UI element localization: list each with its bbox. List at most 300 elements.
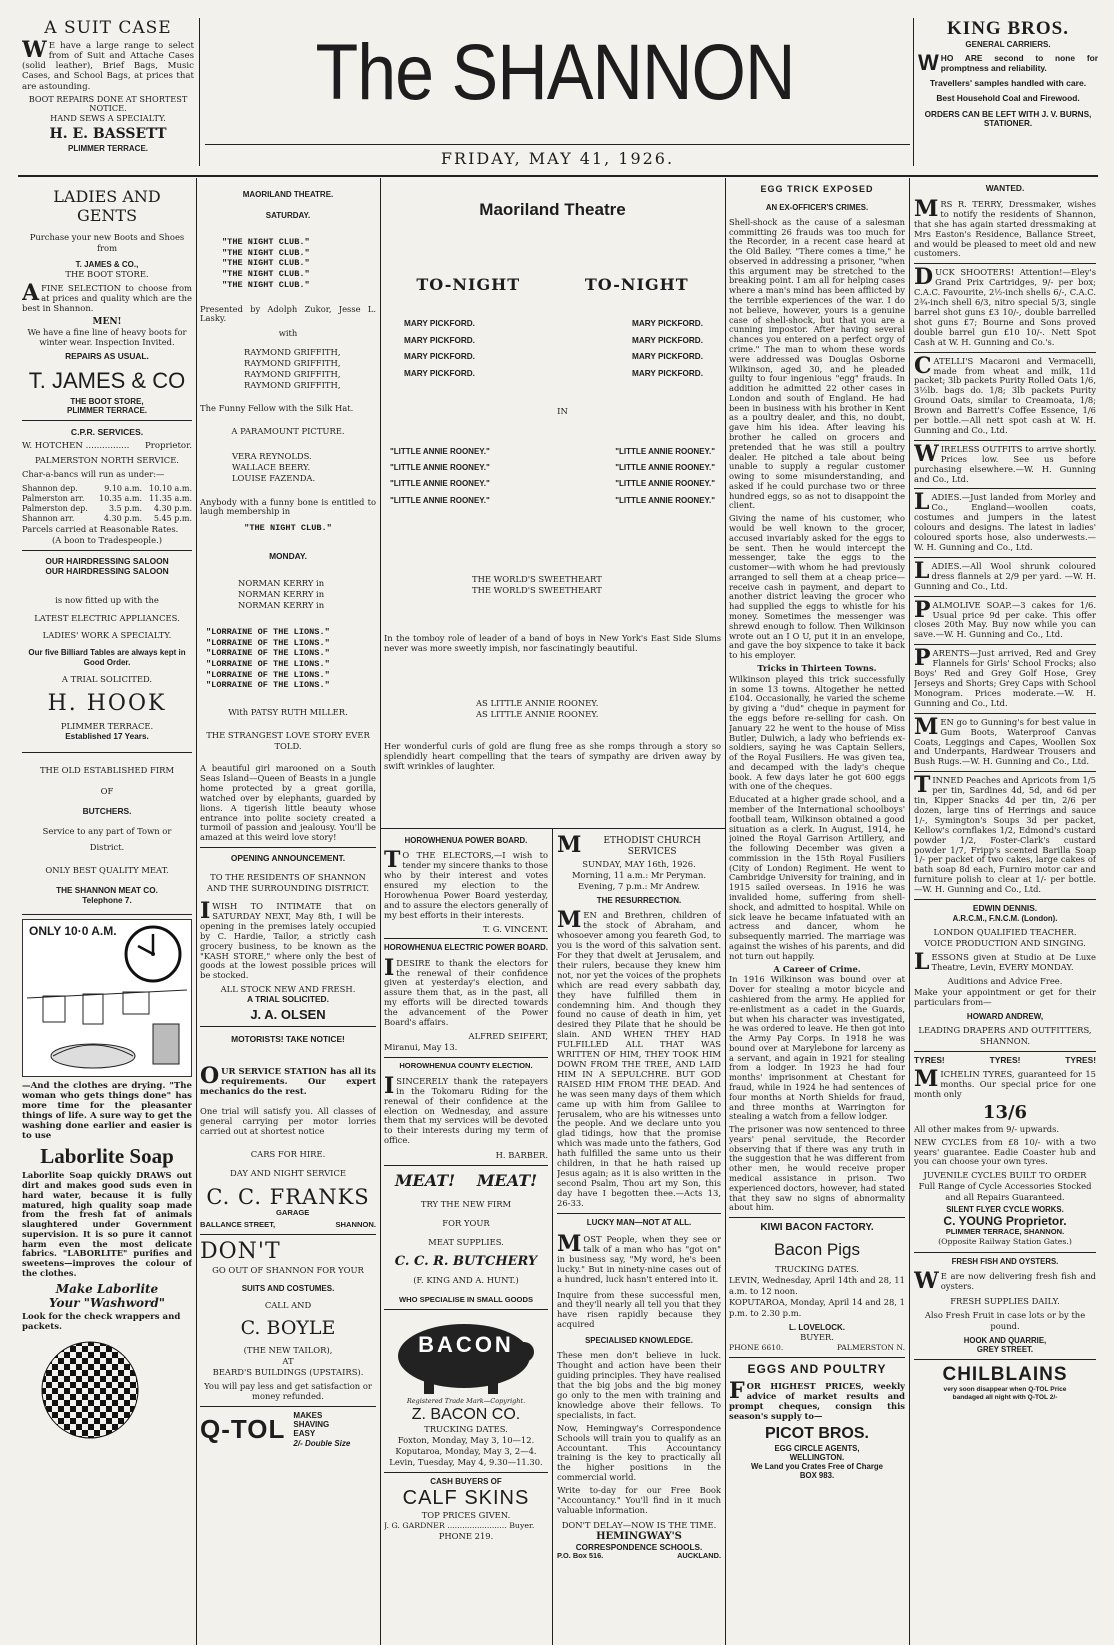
ccr-name: C. C. R. BUTCHERY: [394, 1253, 538, 1269]
qtol-price: 2/- Double Size: [293, 1438, 351, 1448]
kerry-list: [238, 578, 376, 611]
howard-drapers: LEADING DRAPERS AND OUTFITTERS,: [918, 1025, 1092, 1036]
hemingway-box: P.O. Box 516.: [557, 1551, 604, 1561]
kiwi-palmerston: PALMERSTON N.: [836, 1342, 905, 1352]
right-ear-advert: [918, 18, 1098, 168]
ear-name: H. E. BASSETT: [49, 125, 167, 142]
cpr-parcels: Parcels carried at Reasonable Rates.: [22, 523, 179, 534]
kiwi-koputaroa: KOPUTAROA, Monday, April 14 and 28, 1 p.m. to 2.30 p.m.: [729, 1296, 905, 1318]
hair-line-1: is now fitted up with the: [55, 594, 159, 605]
bacon-co: Z. BACON CO.: [411, 1405, 521, 1423]
nightclub-list: [222, 237, 376, 291]
clock-icon: [123, 924, 183, 984]
qtol-copy: [293, 1411, 350, 1449]
howard-name: HOWARD ANDREW,: [966, 1011, 1044, 1021]
hair-title-2: OUR HAIRDRESSING SALOON: [45, 565, 169, 576]
kerry-line: NORMAN KERRY in: [238, 578, 325, 589]
qtol-logo: Q-TOL: [200, 1414, 286, 1445]
girl-text: A beautiful girl marooned on a South Seas Island—Queen of Beasts in a jungle home protected by a great gorilla, watched over by elephants, guarded by lions. A tigerish little beauty whose entrance into polite society created a turmoil of passion and jealousy. You'll be amazed at this weird love story!: [200, 762, 376, 843]
resurrection-title: THE RESURRECTION.: [596, 895, 682, 905]
egg-para-3: Wilkinson played this trick successfully in some 13 towns. Altogether he netted £104. Occasionally, he varied the scheme by giving a "dud" cheque in payment for the eggs before re-selling for cash. On January 22 he went to the house of Miss Butler, Dulwich, a lady who befriends ex-soldiers, saying he was Captain Sellers, of the Royal Fusiliers. He was given tea, and decamped with the lady's cheque book. A few days later he got 600 eggs with one of the cheques.: [729, 673, 905, 792]
kiwi-buyer: BUYER.: [800, 1332, 834, 1343]
laundry-scene-icon: [23, 984, 191, 1076]
cpr-chars: Char-a-bancs will run as under:—: [22, 469, 165, 480]
young-opposite: (Opposite Railway Station Gates.): [938, 1237, 1072, 1247]
lorraine-line: "LORRAINE OF THE LIONS.": [206, 648, 330, 659]
howard-town: SHANNON.: [979, 1035, 1031, 1046]
cpr-cell: Palmerston arr.: [22, 493, 85, 503]
rooney-line: "LITTLE ANNIE ROONEY.": [390, 462, 490, 472]
pickford-line: MARY PICKFORD.: [632, 352, 703, 362]
cpr-cell: 5.45 p.m.: [153, 513, 192, 523]
cpr-row: [22, 514, 192, 524]
cpr-prop-name: W. HOTCHEN ................: [22, 440, 130, 451]
night-club-line: "THE NIGHT CLUB.": [222, 279, 310, 290]
sweetheart-2: THE WORLD'S SWEETHEART: [472, 585, 602, 596]
kiwi-phone: PHONE 6610.: [729, 1342, 784, 1352]
ladies-men-body: We have a fine line of heavy boots for winter wear. Inspection Invited.: [27, 327, 187, 348]
fish-title: FRESH FISH AND OYSTERS.: [951, 1256, 1059, 1266]
county-name: H. BARBER.: [495, 1150, 548, 1161]
picot-name: PICOT BROS.: [764, 1424, 869, 1442]
raymond-line: RAYMOND GRIFFITH,: [244, 369, 341, 380]
kiwi-levin: LEVIN, Wednesday, April 14th and 28, 11 a.m. to 12 noon.: [729, 1274, 905, 1296]
hair-addr: PLIMMER TERRACE.: [60, 721, 154, 732]
left-ear-advert: [22, 18, 194, 166]
franks-name: C. C. FRANKS: [206, 1184, 370, 1209]
hemingway-address: [557, 1552, 721, 1561]
egg-para-4: Educated at a higher grade school, and a member of the International schoolboys' football team, Wilkinson obtained a good situation as a clerk. In August, 1914, he joined the Royal Garrison Artillery, and the following December was given a commission in the 15th Royal Fusiliers (City of London) Regiment. He went to Cambridge University for training, and in 1915 sailed overseas. In 1916 he was invalided home, suffering from shell-shock, and admitted to hospital. While on sick leave he became infatuated with an actress and dancer, whom he subsequently married. The marriage was against the wishes of his parents, and did not turn out happily.: [729, 794, 905, 961]
meat-right: MEAT!: [476, 1171, 538, 1191]
fish-body: WE are now delivering fresh fish and oysters.: [914, 1267, 1096, 1294]
laborlite-name: Laborlite Soap: [40, 1144, 174, 1169]
franks-town: SHANNON.: [335, 1220, 376, 1230]
boyle-tailor: (THE NEW TAILOR),: [243, 1344, 333, 1355]
hemingway-name: HEMINGWAY'S: [596, 1530, 682, 1542]
full-range: Full Range of Cycle Accessories Stocked and all Repairs Guaranteed.: [918, 1181, 1092, 1203]
butcher-line-6: ONLY BEST QUALITY MEAT.: [45, 865, 169, 876]
eggs-poultry-body: FOR HIGHEST PRICES, weekly advice of market results and prompt cheques, consign this season's supply to—: [729, 1378, 905, 1421]
specialised-write: Write to-day for our Free Book "Accountancy." You'll find in it much valuable information.: [557, 1485, 721, 1515]
ladies-terrace: PLIMMER TERRACE.: [67, 406, 147, 416]
presented-by: Presented by Adolph Zukor, Jesse L. Lasky.: [200, 303, 376, 324]
terry-ad: MRS R. TERRY, Dressmaker, wishes to notify the residents of Shannon, that she has again started dressmaking at Mrs Easton's Residence, Ballance Street, and would be pleased to meet old and new customers.: [914, 195, 1096, 259]
chilblains-heading: CHILBLAINS: [942, 1363, 1068, 1385]
opening-to: TO THE RESIDENTS OF SHANNON AND THE SURROUNDING DISTRICT.: [206, 872, 370, 894]
pickford-line: MARY PICKFORD.: [404, 335, 475, 345]
egg-para-5: In 1916 Wilkinson was bound over at Dover for stealing a motor bicycle and cashiered from the army. He applied for re-enlistment as a cadet in the Guards, but when his character was investigated, he was ordered to leave. He then got into the Army Pay Corps. In 1918 he was bound over at Marylebone for larceny as a servant, and again in 1921 for stealing from a lodger. In 1923 he had four months' imprisonment at Chestant for fraud, while in 1924 he had sentences of four months at North Shields for fraud, and three months at Warrington for stealing a watch from a fellow lodger.: [729, 974, 905, 1122]
elec-name: ALFRED SEIFERT,: [468, 1030, 548, 1041]
ladies-big-name: T. JAMES & CO: [28, 368, 186, 393]
lucky-body-2: Inquire from these successful men, and they'll nearly all tell you that they have risen rapidly because they acquired: [557, 1289, 721, 1330]
specialised-body: These men don't believe in luck. Thought and action have been their guiding principles. They have realised that the big jobs and the big money go only to the men with training and knowledge above their fellows. To specialists, in fact.: [557, 1350, 721, 1420]
ear-right-sub: GENERAL CARRIERS.: [965, 40, 1051, 50]
power-body: TO THE ELECTORS,—I wish to tender my sincere thanks to those who by their interest and votes ensured my election to the Horowhenua Power Board yesterday, and to assure the electors generally of my best efforts in their interests.: [384, 847, 548, 920]
rooney-line: "LITTLE ANNIE ROONEY.": [615, 446, 715, 456]
county-title: HOROWHENUA COUNTY ELECTION.: [399, 1060, 533, 1070]
hemingway-city: AUCKLAND.: [677, 1551, 721, 1561]
egg-career: A Career of Crime.: [773, 963, 861, 974]
anybody-text: Anybody with a funny bone is entitled to laugh membership in: [200, 496, 376, 517]
opening-body: IWISH TO INTIMATE that on SATURDAY NEXT, May 8th, I will be opening in the premises lately occupied by C. Hardie, Tailor, a strictly cash grocery business, to be known as the "KASH STORE," where only the best of goods at the lowest possible prices will be stocked.: [200, 897, 376, 981]
top-prices: TOP PRICES GIVEN.: [421, 1510, 511, 1521]
rooney-right: [615, 447, 715, 513]
night-club-line: "THE NIGHT CLUB.": [222, 247, 310, 258]
franks-street: BALLANCE STREET,: [200, 1220, 276, 1230]
qtol-easy: EASY: [293, 1429, 316, 1439]
paramount: A PARAMOUNT PICTURE.: [231, 425, 345, 436]
cpr-title: C.P.R. SERVICES.: [70, 426, 144, 437]
ladies-firm2: THE BOOT STORE.: [65, 269, 149, 280]
theatre-title: Maoriland Theatre: [479, 200, 626, 219]
pickford-row: [404, 319, 703, 386]
hair-name: H. HOOK: [47, 691, 167, 717]
kiwi-bacon-pigs: Bacon Pigs: [774, 1239, 860, 1259]
tyres-row: [914, 1056, 1096, 1066]
butcher-line-1: THE OLD ESTABLISHED FIRM: [39, 764, 175, 775]
sweetheart-1: THE WORLD'S SWEETHEART: [472, 574, 602, 585]
motorists-title: MOTORISTS! TAKE NOTICE!: [231, 1034, 345, 1045]
ear-right-coal: Best Household Coal and Firewood.: [936, 92, 1080, 103]
specialised-body-2: Now, Hemingway's Correspondence Schools will train you to qualify as an Accountant. This Accountancy training is the key to practically all the higher positions in the commercial world.: [557, 1422, 721, 1483]
raymond-line: RAYMOND GRIFFITH,: [244, 358, 341, 369]
column-1: [22, 182, 192, 1642]
grey-street: GREY STREET.: [976, 1345, 1034, 1355]
cpr-cell: 10.35 a.m.: [99, 493, 142, 503]
cpr-cell: 9.10 a.m.: [104, 483, 142, 493]
qtol-advert: [200, 1411, 376, 1449]
butcher-line-8: Telephone 7.: [82, 895, 132, 905]
hemingway-schools: CORRESPONDENCE SCHOOLS.: [575, 1542, 703, 1552]
cast-line: WALLACE BEERY.: [232, 461, 311, 472]
egg-subtitle: AN EX-OFFICER'S CRIMES.: [765, 202, 869, 212]
methodist-morning: Morning, 11 a.m.: Mr Peryman.: [571, 870, 707, 881]
cpr-cell: Shannon arr.: [22, 513, 75, 523]
lucky-title: LUCKY MAN—NOT AT ALL.: [586, 1217, 692, 1227]
eggs-poultry-title: EGGS AND POULTRY: [747, 1361, 887, 1376]
hair-line-2: LATEST ELECTRIC APPLIANCES.: [34, 612, 180, 623]
bacon-levin: Levin, Tuesday, May 4, 9.30—11.30.: [389, 1457, 543, 1468]
edwin-teacher: LONDON QUALIFIED TEACHER.: [933, 927, 1077, 938]
pickford-left: [404, 319, 475, 386]
calf-skins: CALF SKINS: [402, 1486, 530, 1509]
motorists-body: OUR SERVICE STATION has all its requirements. Our expert mechanics do the rest.: [200, 1063, 376, 1097]
lorraine-line: "LORRAINE OF THE LIONS.": [206, 659, 330, 669]
cpr-row: [22, 504, 192, 514]
egg-para-1: Shell-shock as the cause of a salesman committing 26 frauds was too much for the Recorder, in a recent case heard at the Old Bailey. "There comes a time," he observed in addressing a prisoner, "when this argument may be stretched to the breaking point. I am all for helping cases where a man's mind has been afflicted by the terrible experiences of the war. I do not believe, however, yours is a genuine case of shell-shock, but that you are a cunning impostor. After having several chances you entered on a perfect orgy of crime." The man to whom these words were addressed was Douglas Osborne Wilkinson, aged 30, and he pleaded guilty to four ingenious "egg" frauds. In addition he admitted 22 other cases in London and south of England. He had been in business with his brother in Kent as a poultry dealer, and this, no doubt, gave him his idea. After leaving his brother he called on grocers and pretended that he was still a poultry dealer. He pitched a tale about being unable to supply a regular customer owing to some misunderstanding, and asked if he could purchase two or three hundred eggs, so as not to disappoint the client.: [729, 216, 905, 511]
meat-row: [384, 1172, 548, 1191]
laborlite-illustration: [22, 919, 192, 1077]
opening-name: J. A. OLSEN: [250, 1007, 326, 1023]
sweetheart-block: [472, 574, 721, 596]
ladies-ad-2: LADIES.—All Wool shrunk coloured dress flannels at 2/9 per yard. —W. H. Gunning and Co., Ltd.: [914, 557, 1096, 591]
ear-right-title: KING BROS.: [947, 18, 1069, 39]
night-club-again: "THE NIGHT CLUB.": [244, 523, 332, 534]
picot-city: WELLINGTON.: [789, 1452, 845, 1462]
ear-right-orders: ORDERS CAN BE LEFT WITH J. V. BURNS, STATIONER.: [924, 109, 1092, 129]
michelin-all: All other makes from 9/- upwards.: [914, 1123, 1060, 1134]
patsy-line: With PATSY RUTH MILLER.: [228, 707, 348, 718]
lorraine-line: "LORRAINE OF THE LIONS.": [206, 680, 330, 691]
elec-place: Miranui, May 13.: [384, 1041, 458, 1052]
egg-tricks: Tricks in Thirteen Towns.: [757, 662, 877, 673]
cpr-cell: 11.35 a.m.: [149, 493, 192, 503]
palmolive-ad: PALMOLIVE SOAP.—3 cakes for 1/6. Usual price 9d per cake. This offer closes 20th May. Buy now while you can save.—W. H. Gunning and Co., Ltd.: [914, 596, 1096, 640]
for-your: FOR YOUR: [442, 1217, 490, 1228]
try-firm: TRY THE NEW FIRM: [420, 1198, 512, 1209]
ear-title: A SUIT CASE: [44, 18, 172, 38]
day-night: DAY AND NIGHT SERVICE: [230, 1167, 346, 1178]
gardner-phone: PHONE 219.: [438, 1531, 494, 1542]
column-3b: [557, 832, 721, 1642]
kiwi-name: L. LOVELOCK.: [789, 1322, 845, 1332]
opening-stock: ALL STOCK NEW AND FRESH.: [220, 984, 356, 995]
kerry-line: NORMAN KERRY in: [238, 599, 325, 610]
elec-body: IDESIRE to thank the electors for the renewal of their confidence given at yesterday's election, and assure them that, as in the past, all my efforts will be directed towards the advancement of the Power Board's affairs.: [384, 954, 548, 1028]
dont-heading: DON'T: [200, 1239, 281, 1265]
masthead: [205, 28, 905, 136]
butcher-line-4: Service to any part of Town or: [42, 826, 172, 837]
column-2: [200, 182, 376, 1642]
night-club-line: "THE NIGHT CLUB.": [222, 269, 310, 280]
pickford-line: MARY PICKFORD.: [632, 318, 703, 328]
night-club-line: "THE NIGHT CLUB.": [222, 236, 310, 247]
motorists-trial: One trial will satisfy you. All classes of general carrying per motor lorries carried out at shortest notice: [200, 1106, 376, 1136]
cpr-cell: 10.10 a.m.: [149, 483, 192, 493]
picot-agents: EGG CIRCLE AGENTS,: [774, 1443, 860, 1453]
raymond-line: RAYMOND GRIFFITH,: [244, 347, 341, 358]
cpr-prop-label: Proprietor.: [144, 440, 192, 451]
franks-street-row: [200, 1221, 376, 1230]
duck-ad: DUCK SHOOTERS! Attention!—Eley's Grand Prix Cartridges, 9/- per box; C.A.C. Favourite, 2½-inch shells 6/-, C.A.C. 2¾-inch shell 6/3, nitro special 5/3, single barrel shot guns £3 10/-, double barrelled shot guns £7; Bourne and Sons proved double barrel gun £10 10/-. Nett Spot Cash at W. H. Gunning and Co.'s.: [914, 264, 1096, 347]
rooney-line: "LITTLE ANNIE ROONEY.": [615, 495, 715, 505]
tyres-word: TYRES!: [914, 1054, 945, 1065]
ear-hand: HAND SEWS A SPECIALTY.: [50, 113, 166, 124]
boyle-beards: BEARD'S BUILDINGS (UPSTAIRS).: [212, 1366, 364, 1377]
rooney-line: "LITTLE ANNIE ROONEY.": [390, 495, 490, 505]
ear-repairs: BOOT REPAIRS DONE AT SHORTEST NOTICE.: [28, 93, 188, 114]
in-label: IN: [557, 405, 568, 416]
specialised-title: SPECIALISED KNOWLEDGE.: [585, 1336, 693, 1346]
lorraine-list: [206, 627, 376, 691]
checked-soap-packet-icon: [40, 1340, 140, 1440]
qtol-shaving: SHAVING: [293, 1419, 330, 1429]
qtol-makes: MAKES: [293, 1410, 323, 1420]
laborlite-body-2: Laborlite Soap quickly DRAWS out dirt and makes good suds even in hard water, because it is fully matured, high quality soap made from the fresh fat of animals slaughtered under Government supervision. It is so pure it cannot harm even the most delicate fabrics. "LABORLITE" purifies and sweetens—improves the colour of the clothes.: [22, 1170, 192, 1278]
tinned-ad: TINNED Peaches and Apricots from 1/5 per tin, Sardines 4d, 5d, and 6d per tin, Kipper Snacks 4d per tin, 2/6 per dozen, large tins of Herrings and sauce 1/-, Symington's Soups 3d per packet, Kellow's cornflakes 1/2, Edmond's custard powder 1/2, Foster-Clark's custard powder 1/7, Fripp's scented Barilla Soap 1/- per packet of two cakes, large cakes of bath soap 8d each, Furniro motor car and furniture polish to clear at 1/- per bottle. —W. H. Gunning and Co., Ltd.: [914, 772, 1096, 895]
egg-para-6: The prisoner was now sentenced to three years' penal servitude, the Recorder observing that if there was any truth in the suggestion that he was different from other men, he would receive proper medical assistance in prison. Two experienced doctors, however, had stated that they saw no signs of abnormality about him.: [729, 1124, 905, 1213]
franks-address: [200, 1209, 376, 1221]
ear-addr: PLIMMER TERRACE.: [68, 144, 148, 154]
suits-costumes: SUITS AND COSTUMES.: [241, 1284, 335, 1294]
ladies-ad-1: LADIES.—Just landed from Morley and Co., England—woollen coats, costumes and jumpers in the latest colours and designs. The latest in ladies' coloured sports hose, also underwests.—W. H. Gunning and Co., Ltd.: [914, 489, 1096, 552]
tonight-row: [384, 276, 721, 295]
boyle-at: AT: [282, 1355, 294, 1366]
column-5: [914, 182, 1096, 1642]
opening-trial: A TRIAL SOLICITED.: [247, 994, 329, 1005]
silent-flyer: SILENT FLYER CYCLE WORKS.: [946, 1205, 1064, 1215]
edwin-lessons: LESSONS given at Studio at De Luxe Theatre, Levin, EVERY MONDAY.: [914, 949, 1096, 976]
new-cycles: NEW CYCLES from £8 10/- with a two years' guarantee. Eadie Coaster hub and you can choose your own tyres.: [914, 1136, 1096, 1167]
kiwi-contact-row: [729, 1343, 905, 1353]
wanted-title: WANTED.: [985, 183, 1025, 193]
strangest-line: THE STRANGEST LOVE STORY EVER TOLD.: [206, 730, 370, 752]
pickford-line: MARY PICKFORD.: [404, 352, 475, 362]
butcher-line-7: THE SHANNON MEAT CO.: [56, 886, 158, 896]
pickford-line: MARY PICKFORD.: [404, 318, 475, 328]
county-body: ISINCERELY thank the ratepayers in the Tokomaru Riding for the renewal of their confidence at the election on Wednesday, and assure them that my services will be devoted to their interests during my term of office.: [384, 1072, 548, 1146]
dont-go: GO OUT OF SHANNON FOR YOUR: [212, 1265, 364, 1276]
rooney-line: "LITTLE ANNIE ROONEY.": [390, 479, 490, 489]
call-and: CALL AND: [264, 1299, 312, 1310]
butcher-line-2: OF: [100, 785, 114, 796]
edwin-name: EDWIN DENNIS.: [972, 903, 1038, 914]
column-4: [729, 182, 905, 1642]
cpr-service: PALMERSTON NORTH SERVICE.: [35, 455, 179, 466]
butcher-line-5: District.: [89, 842, 125, 853]
elec-title: HOROWHENUA ELECTRIC POWER BOARD.: [384, 943, 548, 953]
funny-fellow: The Funny Fellow with the Silk Hat.: [200, 402, 354, 413]
power-title: HOROWHENUA POWER BOARD.: [404, 836, 528, 845]
young-address: PLIMMER TERRACE, SHANNON.: [945, 1227, 1065, 1237]
butcher-line-3: BUTCHERS.: [82, 805, 132, 816]
pickford-line: MARY PICKFORD.: [632, 335, 703, 345]
cpr-cell: 4.30 p.m.: [103, 513, 142, 523]
lorraine-line: "LORRAINE OF THE LIONS.": [206, 637, 330, 648]
men-ad: MEN go to Gunning's for best value in Gum Boots, Waterproof Canvas Coats, Leggings and Capes, Woollen Sox and Underpants, Hardwear Trousers and Bush Rugs.—W. H. Gunning and Co., Ltd.: [914, 713, 1096, 767]
meat-left: MEAT!: [394, 1171, 456, 1191]
edwin-auditions: Auditions and Advice Free.: [947, 975, 1063, 986]
theatre-advert: [384, 182, 721, 822]
ladies-repairs: REPAIRS AS USUAL.: [65, 351, 149, 362]
kiwi-trucking: TRUCKING DATES.: [775, 1264, 859, 1275]
michelin-ad: MICHELIN TYRES, guaranteed for 15 months. Our special price for one month only: [914, 1065, 1096, 1099]
boyle-name: C. BOYLE: [240, 1316, 336, 1339]
wireless-ad: WIRELESS OUTFITS to arrive shortly. Prices low. See us before purchasing elsewhere.—W. H. Gunning and Co., Ltd.: [914, 440, 1096, 484]
edwin-make: Make your appointment or get for their particulars from—: [914, 986, 1096, 1007]
ladies-men: MEN!: [92, 316, 122, 327]
hair-line-4: Our five Billiard Tables are always kept in Good Order.: [28, 648, 186, 667]
cpr-row: [22, 484, 192, 494]
masthead-date: FRIDAY, MAY 41, 1926.: [440, 150, 675, 168]
cpr-cell: 3.5 p.m.: [108, 503, 142, 513]
hair-line-3: LADIES' WORK A SPECIALTY.: [42, 630, 172, 641]
as-annie-1: AS LITTLE ANNIE ROONEY.: [476, 697, 599, 708]
cpr-cell: Palmerston dep.: [22, 503, 88, 513]
bacon-koputaroa: Koputaroa, Monday, May 3, 2—4.: [395, 1446, 537, 1457]
cpr-timetable: [22, 484, 192, 524]
ladies-intro: Purchase your new Boots and Shoes from: [29, 231, 185, 253]
parents-ad: PARENTS—Just arrived, Red and Grey Flannels for Girls' School Frocks; also Boys' Red and Grey Golf Hose, Grey Jerseys and Shorts; Grey Caps with School Monogram. Prices moderate.—W. H. Gunning and Co., Ltd.: [914, 645, 1096, 708]
cash-buyers: CASH BUYERS OF: [430, 1477, 502, 1487]
resurrection-body: MEN and Brethren, children of the stock of Abraham, and whosoever among you feareth God, to you is the word of this salvation sent. For they that dwelt at Jerusalem, and their rulers, because they knew him not, nor yet the voices of the prophets which are read every sabbath day, they have fulfilled them in condemning him. And though they found no cause of death in him, yet desired they Pilate that he should be slain. AND WHEN THEY HAD FULFILLED ALL THAT WAS WRITTEN OF HIM, THEY TOOK HIM DOWN FROM THE TREE, AND LAID HIM IN A SEPULCHRE. BUT GOD RAISED HIM FROM THE DEAD. And he was seen many days of them which came up with him from Galilee to Jerusalem, who are his witnesses unto the people. And we declare unto you glad tidings, how that the promise which was made unto the fathers, God hath fulfilled the same unto us their children, in that he hath raised up Jesus again; as it is also written in the second Psalm, Thou art my Son, this day have I begotten thee.—Acts 13, 26-33.: [557, 907, 721, 1208]
cast-list: [232, 451, 376, 484]
edwin-quals: A.R.C.M., F.N.C.M. (London).: [952, 914, 1058, 923]
kerry-line: NORMAN KERRY in: [238, 588, 325, 599]
ladies-firm: T. JAMES & CO.,: [75, 259, 139, 269]
chilblains-line-2: bandaged all night with Q-TOL 2/-: [952, 1393, 1058, 1401]
gardner-buyer: J. G. GARDNER ........................ Buyer.: [384, 1521, 535, 1531]
ladies-store: THE BOOT STORE,: [70, 396, 144, 406]
edwin-voice: VOICE PRODUCTION AND SINGING.: [924, 938, 1086, 949]
tonight-right: TO-NIGHT: [584, 275, 689, 295]
pickford-line: MARY PICKFORD.: [404, 368, 475, 378]
methodist-sunday: SUNDAY, MAY 16th, 1926.: [582, 859, 696, 870]
cpr-boon: (A boon to Tradespeople.): [51, 534, 163, 545]
as-annie-2: AS LITTLE ANNIE ROONEY.: [476, 708, 599, 719]
laborlite-washword: Your "Washword": [49, 1295, 165, 1310]
methodist-title: METHODIST CHURCH SERVICES: [557, 832, 701, 858]
ladies-title: LADIES AND GENTS: [53, 187, 161, 225]
laborlite-body: —And the clothes are drying. "The woman who gets things done" has more time for the pleasanter things of life. A sure way to get the washing done earlier and easier is to use: [22, 1080, 192, 1142]
fish-also: Also Fresh Fruit in case lots or by the pound.: [924, 1310, 1086, 1332]
hair-line-5: A TRIAL SOLICITED.: [61, 674, 153, 685]
column-3a: [384, 832, 548, 1642]
picot-box: BOX 983.: [799, 1471, 835, 1481]
rooney-left: [390, 447, 490, 513]
ear-body: WE have a large range to select from of Suit and Attache Cases (solid leather), Brief Bags, Music Cases, and School Bags, at prices that are astounding.: [22, 37, 194, 92]
fish-daily: FRESH SUPPLIES DAILY.: [950, 1295, 1060, 1306]
opening-title: OPENING ANNOUNCEMENT.: [230, 853, 346, 864]
catelli-ad: CATELLI'S Macaroni and Vermacelli, made from wheat and milk, 11d packet; 3lb packets Purity Rolled Oats 1/6, 3½lb. bags do. 1/8; 3lb packets Purity Ground Oats, similar to Creamoata, 1/8; Brown and Barrett's Coffee Essence, 1/6 per bottle.—All nett spot cash at W. H. Gunning and Co., Ltd.: [914, 352, 1096, 435]
rooney-row: [390, 447, 715, 513]
power-name: T. G. VINCENT.: [483, 923, 548, 934]
ladies-selection: AFINE SELECTION to choose from at prices and quality which are the best in Shannon.: [22, 279, 192, 313]
bacon-trademark: Registered Trade Mark—Copyright.: [406, 1396, 526, 1405]
hook-quarrie: HOOK AND QUARRIE,: [963, 1336, 1047, 1346]
monday-label: MONDAY.: [269, 551, 307, 562]
hair-title: OUR HAIRDRESSING SALOON: [45, 555, 169, 566]
young-proprietor: C. YOUNG Proprietor.: [943, 1214, 1067, 1229]
meat-supplies: MEAT SUPPLIES.: [428, 1236, 504, 1247]
cpr-cell: 4.30 p.m.: [153, 503, 192, 513]
cpr-row: [22, 494, 192, 504]
ear-right-samples: Travellers' samples handled with care.: [929, 77, 1087, 88]
hair-est: Established 17 Years.: [65, 732, 149, 742]
cpr-proprietor: [22, 441, 192, 451]
lorraine-line: "LORRAINE OF THE LIONS.": [206, 669, 330, 680]
laborlite-make: Make Laborlite: [55, 1281, 159, 1296]
laborlite-look: Look for the check wrappers and packets.: [22, 1312, 181, 1333]
maoriland-title: MAORILAND THEATRE.: [242, 190, 334, 199]
bacon-foxton: Foxton, Monday, May 3, 10—12.: [397, 1435, 535, 1446]
franks-garage: GARAGE: [276, 1208, 310, 1218]
bacon-trucking: TRUCKING DATES.: [424, 1424, 508, 1435]
lorraine-line: "LORRAINE OF THE LIONS.": [206, 626, 330, 637]
pickford-right: [632, 319, 703, 386]
kiwi-title: KIWI BACON FACTORY.: [760, 1222, 874, 1234]
rooney-line: "LITTLE ANNIE ROONEY.": [615, 462, 715, 472]
picot-crates: We Land you Crates Free of Charge: [751, 1461, 883, 1471]
rooney-line: "LITTLE ANNIE ROONEY.": [390, 446, 490, 456]
tomboy-text: In the tomboy role of leader of a band of boys in New York's East Side Slums never was more sweetly impish, nor fascinatingly beautiful.: [384, 633, 721, 654]
juvenile-cycles: JUVENILE CYCLES BUILT TO ORDER: [923, 1170, 1087, 1181]
curls-text: Her wonderful curls of gold are flung free as she romps through a story so splendidly heart compelling that the tears of sympathy are driven away by swift wrinkles of laughter.: [384, 740, 721, 771]
cars-for-hire: CARS FOR HIRE.: [250, 1148, 326, 1159]
rooney-line: "LITTLE ANNIE ROONEY.": [615, 479, 715, 489]
cpr-cell: Shannon dep.: [22, 483, 78, 493]
night-club-line: "THE NIGHT CLUB.": [222, 258, 310, 269]
tonight-left: TO-NIGHT: [416, 275, 521, 295]
specialised-dont: DON'T DELAY—NOW IS THE TIME.: [561, 1519, 717, 1530]
lucky-body: MOST People, when they see or talk of a man who has "got on" in business say, "My word, he's been lucky." But in ninety-nine cases out of a hundred, luck hasn't entered into it.: [557, 1231, 721, 1284]
ccr-special: WHO SPECIALISE IN SMALL GOODS: [398, 1294, 534, 1304]
tyres-word: TYRES!: [989, 1054, 1021, 1065]
maoriland-saturday: SATURDAY.: [265, 211, 311, 221]
chilblains-line-1: very soon disappear when Q-TOL Price: [943, 1386, 1067, 1394]
as-annie-block: [476, 698, 721, 720]
raymond-list: [244, 347, 376, 391]
